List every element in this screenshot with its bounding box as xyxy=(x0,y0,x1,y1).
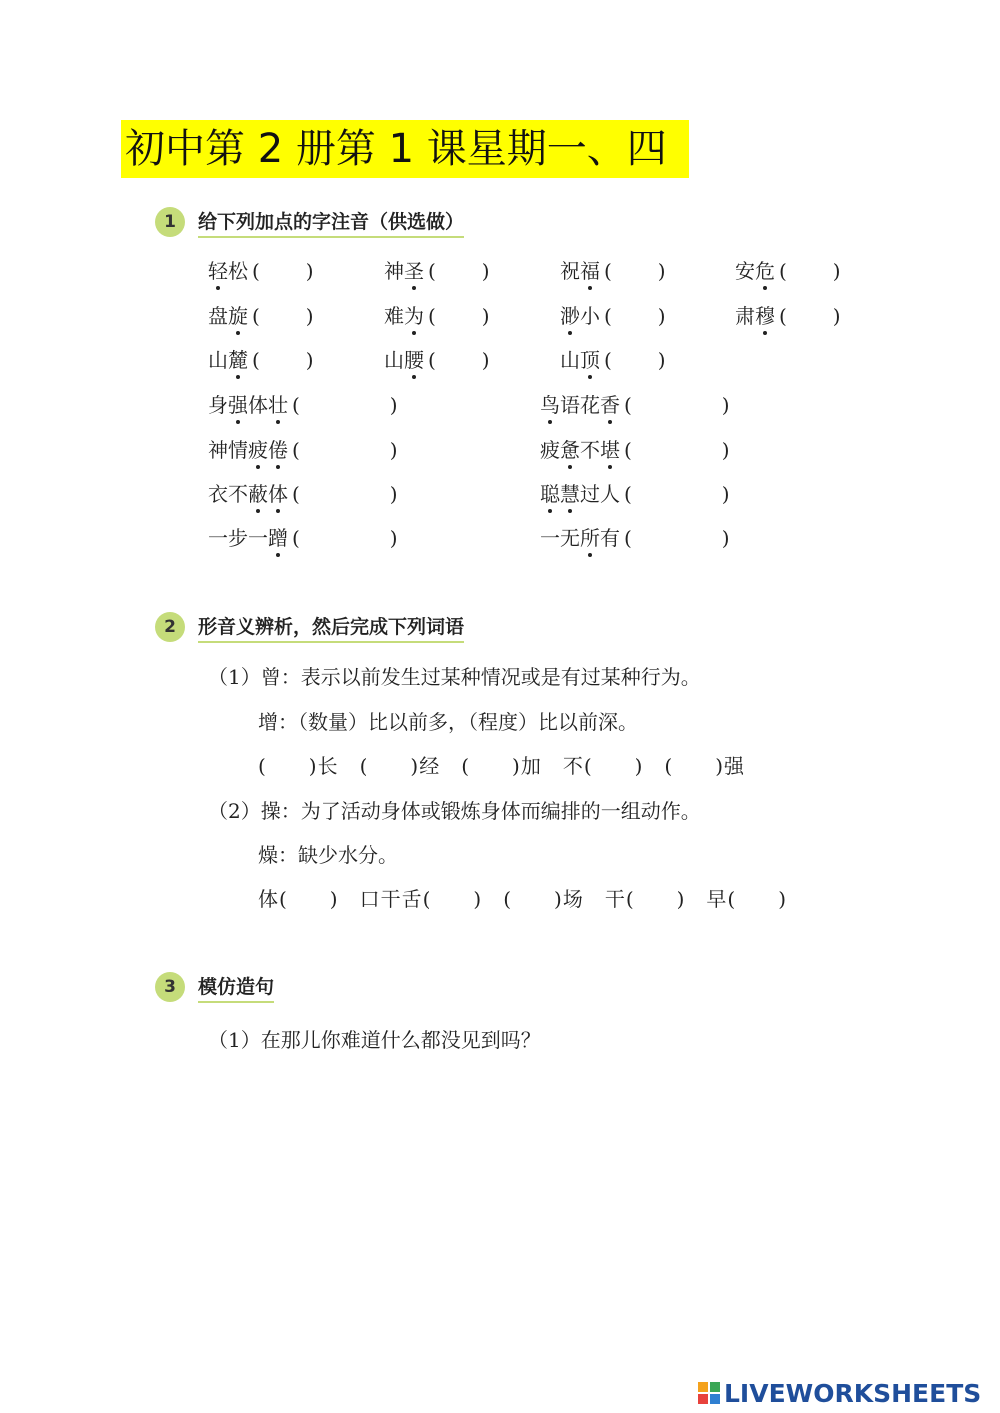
answer-blank[interactable]: ( ) xyxy=(779,259,843,283)
character: 不 xyxy=(580,438,600,462)
dotted-character: 倦 xyxy=(268,438,288,462)
character: 祝 xyxy=(560,259,580,283)
section-1-label: 给下列加点的字注音（供选做） xyxy=(198,207,464,238)
pinyin-item xyxy=(208,525,400,551)
character: 神 xyxy=(384,259,404,283)
q2-definition-cao: （2）操：为了活动身体或锻炼身体而编排的一组动作。 xyxy=(208,799,701,823)
character: 松 xyxy=(228,259,248,283)
pinyin-item xyxy=(560,258,668,284)
section-2-number: 2 xyxy=(155,612,185,642)
pinyin-word xyxy=(540,438,620,462)
answer-blank[interactable]: ( ) xyxy=(428,304,492,328)
character: 疲 xyxy=(540,438,560,462)
answer-blank[interactable]: ( ) xyxy=(604,304,668,328)
dotted-character: 旋 xyxy=(228,304,248,328)
answer-blank[interactable]: ( ) xyxy=(428,259,492,283)
liveworksheets-logo xyxy=(698,1378,981,1408)
pinyin-item xyxy=(208,481,400,507)
dotted-character: 蹭 xyxy=(268,526,288,550)
dotted-character: 麓 xyxy=(228,348,248,372)
pinyin-item xyxy=(540,437,732,463)
pinyin-item xyxy=(384,258,492,284)
answer-blank[interactable]: ( ) xyxy=(252,348,316,372)
pinyin-item xyxy=(540,481,732,507)
dotted-character: 强 xyxy=(228,393,248,417)
dotted-character: 腰 xyxy=(404,348,424,372)
character: 小 xyxy=(580,304,600,328)
q2-fill-blanks[interactable]: 体( ) 口干舌( ) ( )场 干( ) 早( ) xyxy=(258,887,788,911)
pinyin-word xyxy=(560,304,600,328)
pinyin-item xyxy=(384,347,492,373)
section-2-header xyxy=(155,610,464,644)
pinyin-item xyxy=(560,303,668,329)
dotted-character: 顶 xyxy=(580,348,600,372)
answer-blank[interactable]: ( ) xyxy=(428,348,492,372)
answer-blank[interactable]: ( ) xyxy=(624,482,732,506)
liveworksheets-wordmark: LIVEWORKSHEETS xyxy=(724,1378,982,1408)
pinyin-word xyxy=(540,393,620,417)
character: 神 xyxy=(208,438,228,462)
dotted-character: 香 xyxy=(600,393,620,417)
pinyin-item xyxy=(208,258,316,284)
section-3-label: 模仿造句 xyxy=(198,972,274,1003)
dotted-character: 危 xyxy=(755,259,775,283)
character: 山 xyxy=(560,348,580,372)
dotted-character: 轻 xyxy=(208,259,228,283)
pinyin-word xyxy=(560,259,600,283)
pinyin-word xyxy=(540,482,620,506)
character: 山 xyxy=(384,348,404,372)
pinyin-word xyxy=(384,348,424,372)
character: 语 xyxy=(560,393,580,417)
character: 不 xyxy=(228,482,248,506)
section-3-header xyxy=(155,970,274,1004)
pinyin-word xyxy=(560,348,600,372)
dotted-character: 壮 xyxy=(268,393,288,417)
character: 体 xyxy=(248,393,268,417)
answer-blank[interactable]: ( ) xyxy=(624,438,732,462)
answer-blank[interactable]: ( ) xyxy=(624,393,732,417)
pinyin-word xyxy=(208,482,288,506)
character: 衣 xyxy=(208,482,228,506)
character: 身 xyxy=(208,393,228,417)
character: 人 xyxy=(600,482,620,506)
page-title: 初中第 2 册第 1 课星期一、四 xyxy=(121,120,689,178)
character: 步 xyxy=(228,526,248,550)
pinyin-word xyxy=(384,304,424,328)
pinyin-item xyxy=(384,303,492,329)
answer-blank[interactable]: ( ) xyxy=(292,393,400,417)
logo-square-1 xyxy=(698,1382,708,1392)
dotted-character: 穆 xyxy=(755,304,775,328)
dotted-character: 鸟 xyxy=(540,393,560,417)
dotted-character: 福 xyxy=(580,259,600,283)
answer-blank[interactable]: ( ) xyxy=(604,259,668,283)
dotted-character: 体 xyxy=(268,482,288,506)
pinyin-word xyxy=(540,526,620,550)
answer-blank[interactable]: ( ) xyxy=(292,526,400,550)
answer-blank[interactable]: ( ) xyxy=(292,438,400,462)
dotted-character: 蔽 xyxy=(248,482,268,506)
character: 盘 xyxy=(208,304,228,328)
pinyin-word xyxy=(208,393,288,417)
character: 一 xyxy=(540,526,560,550)
pinyin-item xyxy=(208,303,316,329)
pinyin-word xyxy=(384,259,424,283)
pinyin-word xyxy=(208,259,248,283)
character: 安 xyxy=(735,259,755,283)
character: 肃 xyxy=(735,304,755,328)
pinyin-item xyxy=(208,392,400,418)
q3-sentence: （1）在那儿你难道什么都没见到吗？ xyxy=(208,1028,541,1052)
section-3-number: 3 xyxy=(155,972,185,1002)
liveworksheets-icon xyxy=(698,1382,720,1404)
dotted-character: 惫 xyxy=(560,438,580,462)
q2-definition-zao: 燥：缺少水分。 xyxy=(258,843,398,867)
character: 无 xyxy=(560,526,580,550)
pinyin-item xyxy=(735,303,843,329)
character: 山 xyxy=(208,348,228,372)
section-2-label: 形音义辨析，然后完成下列词语 xyxy=(198,612,464,643)
answer-blank[interactable]: ( ) xyxy=(252,259,316,283)
dotted-character: 渺 xyxy=(560,304,580,328)
pinyin-item xyxy=(560,347,668,373)
dotted-character: 为 xyxy=(404,304,424,328)
dotted-character: 所 xyxy=(580,526,600,550)
character: 情 xyxy=(228,438,248,462)
character: 有 xyxy=(600,526,620,550)
q1-fill-blanks[interactable]: ( )长 ( )经 ( )加 不( ) ( )强 xyxy=(258,754,746,778)
pinyin-word xyxy=(735,259,775,283)
pinyin-item xyxy=(540,525,732,551)
logo-square-2 xyxy=(710,1382,720,1392)
character: 难 xyxy=(384,304,404,328)
pinyin-item xyxy=(208,347,316,373)
character: 花 xyxy=(580,393,600,417)
dotted-character: 圣 xyxy=(404,259,424,283)
q1-definition-ceng: （1）曾：表示以前发生过某种情况或是有过某种行为。 xyxy=(208,665,701,689)
section-1-number: 1 xyxy=(155,207,185,237)
logo-square-4 xyxy=(710,1394,720,1404)
logo-square-3 xyxy=(698,1394,708,1404)
character: 过 xyxy=(580,482,600,506)
pinyin-word xyxy=(208,438,288,462)
dotted-character: 聪 xyxy=(540,482,560,506)
answer-blank[interactable]: ( ) xyxy=(252,304,316,328)
dotted-character: 堪 xyxy=(600,438,620,462)
character: 一 xyxy=(248,526,268,550)
dotted-character: 疲 xyxy=(248,438,268,462)
pinyin-word xyxy=(735,304,775,328)
pinyin-item xyxy=(735,258,843,284)
answer-blank[interactable]: ( ) xyxy=(292,482,400,506)
pinyin-item xyxy=(208,437,400,463)
answer-blank[interactable]: ( ) xyxy=(779,304,843,328)
pinyin-item xyxy=(540,392,732,418)
section-1-header xyxy=(155,205,464,239)
pinyin-word xyxy=(208,526,288,550)
character: 一 xyxy=(208,526,228,550)
pinyin-word xyxy=(208,304,248,328)
q1-definition-zeng: 增：（数量）比以前多，（程度）比以前深。 xyxy=(258,710,638,734)
answer-blank[interactable]: ( ) xyxy=(624,526,732,550)
dotted-character: 慧 xyxy=(560,482,580,506)
pinyin-word xyxy=(208,348,248,372)
answer-blank[interactable]: ( ) xyxy=(604,348,668,372)
